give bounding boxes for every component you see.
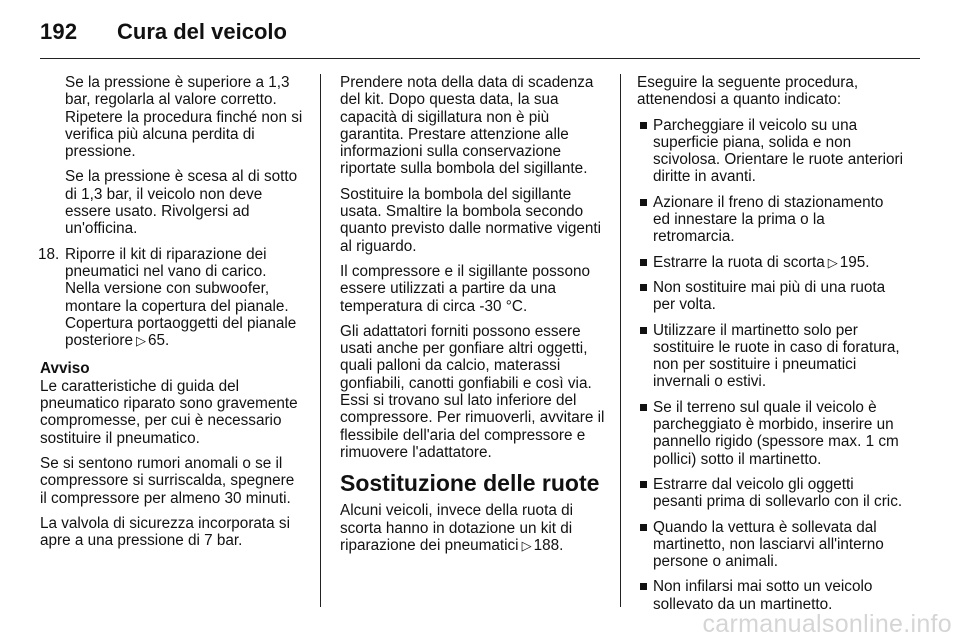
section-ref-page[interactable]: 188.	[533, 536, 564, 554]
section-paragraph	[340, 502, 606, 554]
bullet-square-icon	[640, 284, 647, 291]
list-item: Se il terreno sul quale il veicolo è parcheggiato è morbido, inserire un pannello rigido (spessore max. 1 cm pollici) sotto il martinetto.	[637, 399, 903, 468]
list-item: Azionare il freno di stazionamento ed innestare la prima o la retromarcia.	[637, 194, 903, 246]
list-item: Non infilarsi mai sotto un veicolo sollevato da un martinetto.	[637, 578, 903, 613]
bullet-square-icon	[640, 327, 647, 334]
header-divider	[40, 58, 920, 59]
watermark: carmanualsonline.info	[702, 610, 952, 638]
column-3	[637, 74, 903, 621]
bullet-ref-page[interactable]: 195.	[839, 253, 870, 271]
paragraph-pressure-below: Se la pressione è scesa al di sotto di 1,3 bar, il veicolo non deve essere usato. Rivolgersi ad un'officina.	[65, 168, 298, 238]
procedure-list	[637, 117, 903, 613]
list-item: Estrarre dal veicolo gli oggetti pesanti prima di sollevarlo con il cric.	[637, 476, 903, 511]
column-2	[340, 74, 606, 562]
paragraph-expiry: Prendere nota della data di scadenza del kit. Dopo questa data, la sua capacità di sigillatura non è più garantita. Prestare attenzione alle informazioni sulla conservazione riportate sulla bombola del sigillante.	[340, 74, 594, 178]
bullet-square-icon	[640, 524, 647, 531]
column-1	[40, 74, 305, 557]
list-item: Utilizzare il martinetto solo per sostituire le ruote in caso di foratura, non per sostituire i pneumatici invernali o estivi.	[637, 322, 903, 391]
section-text: Alcuni veicoli, invece della ruota di scorta hanno in dotazione un kit di riparazione dei pneumatici	[340, 502, 573, 554]
page-reference-icon: ▷	[136, 333, 147, 349]
bullet-square-icon	[640, 122, 647, 129]
column-divider-1	[320, 74, 321, 607]
note-paragraph-1: Le caratteristiche di guida del pneumatico riparato sono gravemente compromesse, per cui è necessario sostituire il pneumatico.	[40, 377, 298, 447]
bullet-square-icon	[640, 583, 647, 590]
paragraph-adapters: Gli adattatori forniti possono essere usati anche per gonfiare altri oggetti, quali palloni da calcio, materassi gonfiabili, canotti gonfiabili e così via. Essi si trovano sul lato inferiore del compressore. Per rimuoverli, avvitare il flessibile dell'aria del compressore e rimuovere l'adattatore.	[340, 322, 605, 461]
note-paragraph-2: Se si sentono rumori anomali o se il compressore si surriscalda, spegnere il compressore per almeno 30 minuti.	[40, 454, 295, 507]
column-divider-2	[620, 74, 621, 607]
bullet-square-icon	[640, 259, 647, 266]
page-reference-icon: ▷	[827, 254, 838, 270]
list-item: Parcheggiare il veicolo su una superficie piana, solida e non scivolosa. Orientare le ruote anteriori diritte in avanti.	[637, 117, 903, 186]
note-title: Avviso	[40, 360, 90, 378]
bullet-square-icon	[640, 481, 647, 488]
page-header	[0, 0, 960, 60]
paragraph-replace-bottle: Sostituire la bombola del sigillante usata. Smaltire la bombola secondo quanto previsto dalle normative vigenti al riguardo.	[340, 185, 602, 255]
page-reference-icon: ▷	[521, 537, 532, 553]
step-number: 18.	[38, 245, 60, 263]
page-number: 192	[40, 19, 78, 44]
note-block	[40, 360, 305, 549]
step-ref-page[interactable]: 65.	[148, 332, 170, 350]
paragraph-temperature: Il compressore e il sigillante possono essere utilizzati a partire da una temperatura di circa -30 °C.	[340, 262, 590, 315]
list-item: Quando la vettura è sollevata dal martinetto, non lasciarvi all'interno persone o animali.	[637, 519, 903, 571]
note-paragraph-3: La valvola di sicurezza incorporata si apre a una pressione di 7 bar.	[40, 514, 290, 550]
bullet-square-icon	[640, 199, 647, 206]
step-text: Riporre il kit di riparazione dei pneumatici nel vano di carico. Nella versione con subwoofer, montare la copertura del pianale. Copertura portaoggetti del pianale posteriore	[65, 245, 297, 350]
procedure-intro: Eseguire la seguente procedura, attenendosi a quanto indicato:	[637, 74, 859, 109]
section-title: Sostituzione delle ruote	[340, 470, 600, 497]
list-item: Non sostituire mai più di una ruota per volta.	[637, 279, 903, 314]
chapter-title: Cura del veicolo	[117, 19, 287, 44]
bullet-square-icon	[640, 404, 647, 411]
list-item: Estrarre la ruota di scorta ▷ 195.	[637, 254, 903, 271]
step-18	[40, 246, 305, 350]
paragraph-pressure-above: Se la pressione è superiore a 1,3 bar, regolarla al valore corretto. Ripetere la procedura finché non si verifica più alcuna perdita di pressione.	[65, 74, 303, 161]
